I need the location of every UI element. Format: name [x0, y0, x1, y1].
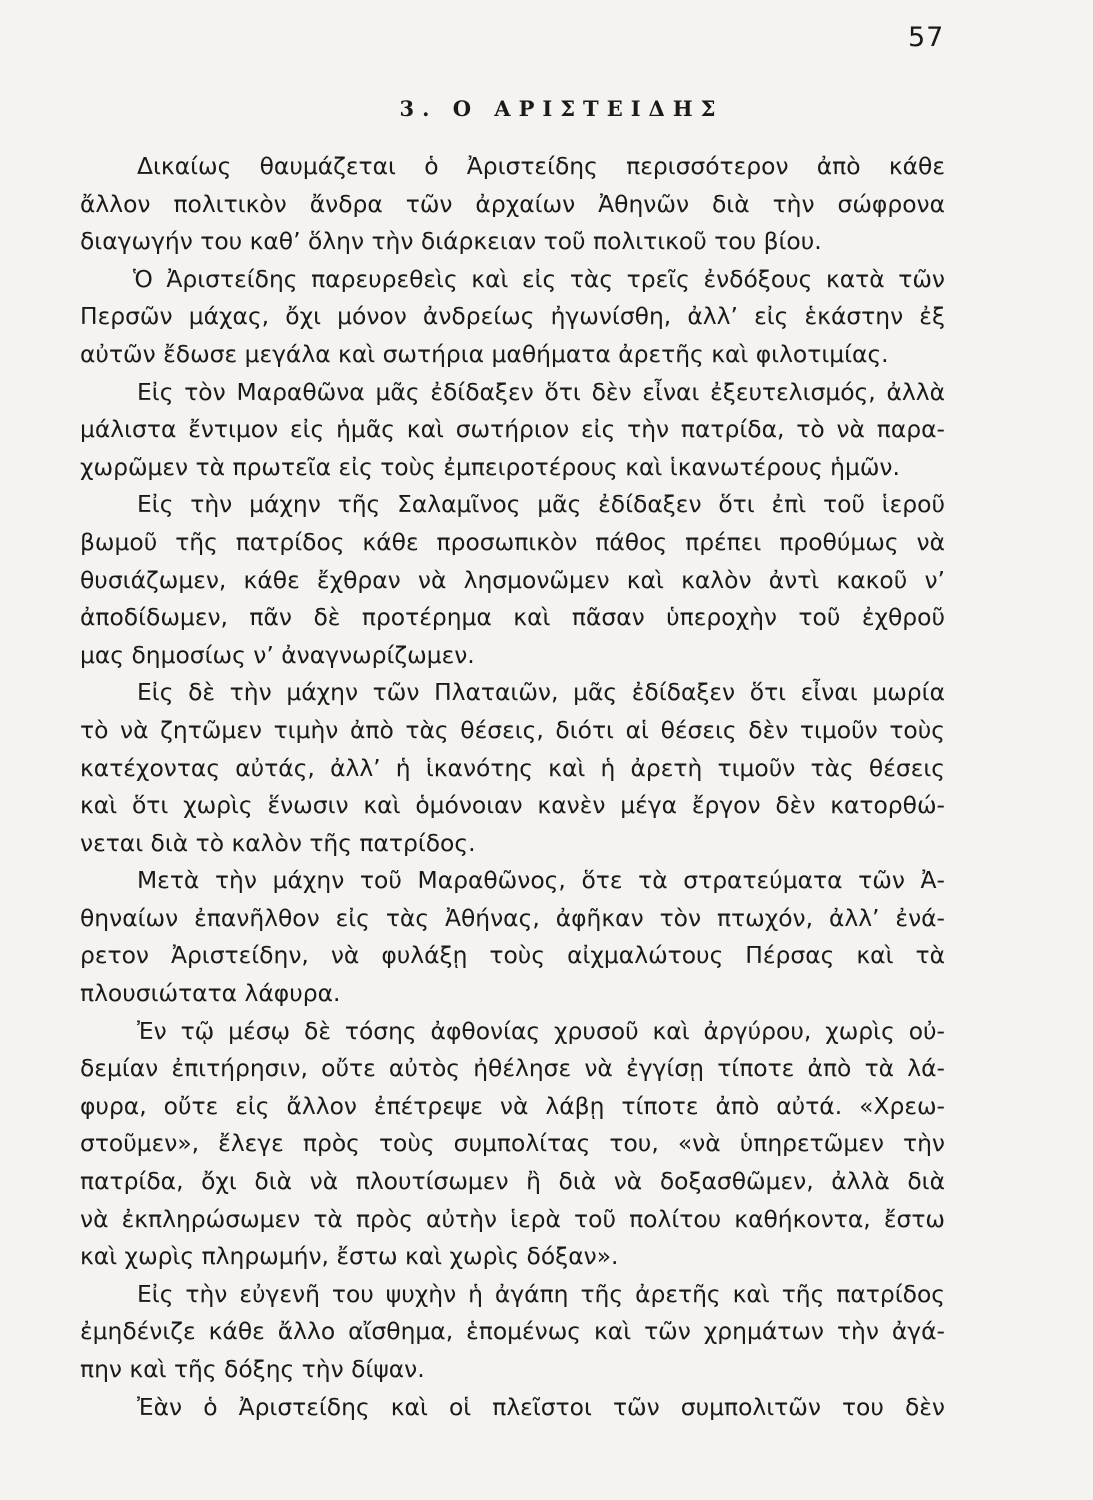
text-line: Ἐὰν ὁ Ἀριστείδης καὶ οἱ πλεῖστοι τῶν συμπολιτῶν του δὲν — [137, 1392, 945, 1421]
text-line: ἄλλον πολιτικὸν ἄνδρα τῶν ἀρχαίων Ἀθηνῶν διὰ τὴν σώφρονα — [80, 189, 945, 218]
text-line: Μετὰ τὴν μάχην τοῦ Μαραθῶνος, ὅτε τὰ στρατεύματα τῶν Ἀ- — [137, 866, 945, 895]
text-line: αὐτῶν ἔδωσε μεγάλα καὶ σωτήρια μαθήματα ἀρετῆς καὶ φιλοτιμίας. — [80, 339, 889, 368]
text-line: θηναίων ἐπανῆλθον εἰς τὰς Ἀθήνας, ἀφῆκαν τὸν πτωχόν, ἀλλ’ ἐνά- — [80, 903, 945, 932]
text-line: Ἐν τῷ μέσῳ δὲ τόσης ἀφθονίας χρυσοῦ καὶ ἀργύρου, χωρὶς οὐ- — [137, 1016, 945, 1045]
text-line: κατέχοντας αὐτάς, ἀλλ’ ἡ ἱκανότης καὶ ἡ ἀρετὴ τιμοῦν τὰς θέσεις — [80, 753, 945, 782]
text-line: στοῦμεν», ἔλεγε πρὸς τοὺς συμπολίτας του, «νὰ ὑπηρετῶμεν τὴν — [80, 1129, 945, 1158]
text-line: Εἰς τὸν Μαραθῶνα μᾶς ἐδίδαξεν ὅτι δὲν εἶναι ἐξευτελισμός, ἀλλὰ — [137, 377, 945, 406]
text-line: διαγωγήν του καθ’ ὅλην τὴν διάρκειαν τοῦ πολιτικοῦ του βίου. — [80, 227, 822, 256]
text-line: πλουσιώτατα λάφυρα. — [80, 979, 341, 1008]
text-line: ρετον Ἀριστείδην, νὰ φυλάξῃ τοὺς αἰχμαλώτους Πέρσας καὶ τὰ — [80, 941, 945, 970]
text-line: ἀποδίδωμεν, πᾶν δὲ προτέρημα καὶ πᾶσαν ὑπεροχὴν τοῦ ἐχθροῦ — [80, 603, 945, 632]
text-line: μας δημοσίως ν’ ἀναγνωρίζωμεν. — [80, 640, 475, 669]
text-line: Δικαίως θαυμάζεται ὁ Ἀριστείδης περισσότερον ἀπὸ κάθε — [137, 152, 945, 180]
chapter-title: 3. Ο ΑΡΙΣΤΕΙΔΗΣ — [399, 96, 724, 121]
text-line: θυσιάζωμεν, κάθε ἔχθραν νὰ λησμονῶμεν καὶ καλὸν ἀντὶ κακοῦ ν’ — [80, 565, 945, 594]
text-line: χωρῶμεν τὰ πρωτεῖα εἰς τοὺς ἐμπειροτέρους καὶ ἱκανωτέρους ἡμῶν. — [80, 452, 900, 481]
text-line: πατρίδα, ὄχι διὰ νὰ πλουτίσωμεν ἢ διὰ νὰ δοξασθῶμεν, ἀλλὰ διὰ — [80, 1167, 945, 1196]
text-line: δεμίαν ἐπιτήρησιν, οὔτε αὐτὸς ἠθέλησε νὰ ἐγγίσῃ τίποτε ἀπὸ τὰ λά- — [80, 1054, 945, 1083]
text-line: ἐμηδένιζε κάθε ἄλλο αἴσθημα, ἑπομένως καὶ τῶν χρημάτων τὴν ἀγά- — [80, 1317, 945, 1346]
text-line: πην καὶ τῆς δόξης τὴν δίψαν. — [80, 1355, 425, 1383]
text-line: Ὁ Ἀριστείδης παρευρεθεὶς καὶ εἰς τὰς τρεῖς ἐνδόξους κατὰ τῶν — [133, 264, 945, 293]
text-line: καὶ ὅτι χωρὶς ἕνωσιν καὶ ὁμόνοιαν κανὲν μέγα ἔργον δὲν κατορθώ- — [80, 791, 945, 820]
text-line: Εἰς δὲ τὴν μάχην τῶν Πλαταιῶν, μᾶς ἐδίδαξεν ὅτι εἶναι μωρία — [137, 678, 945, 707]
text-line: βωμοῦ τῆς πατρίδος κάθε προσωπικὸν πάθος πρέπει προθύμως νὰ — [80, 527, 945, 556]
body-text — [80, 148, 945, 1426]
text-line: νεται διὰ τὸ καλὸν τῆς πατρίδος. — [80, 828, 476, 857]
text-line: Εἰς τὴν εὐγενῆ του ψυχὴν ἡ ἀγάπη τῆς ἀρετῆς καὶ τῆς πατρίδος — [137, 1279, 945, 1308]
text-line: καὶ χωρὶς πληρωμήν, ἔστω καὶ χωρὶς δόξαν». — [80, 1242, 619, 1271]
text-line: μάλιστα ἔντιμον εἰς ἡμᾶς καὶ σωτήριον εἰς τὴν πατρίδα, τὸ νὰ παρα- — [80, 415, 945, 444]
text-line: τὸ νὰ ζητῶμεν τιμὴν ἀπὸ τὰς θέσεις, διότι αἱ θέσεις δὲν τιμοῦν τοὺς — [80, 715, 945, 744]
page-number: 57 — [908, 22, 945, 53]
text-line: νὰ ἐκπληρώσωμεν τὰ πρὸς αὐτὴν ἱερὰ τοῦ πολίτου καθήκοντα, ἔστω — [80, 1204, 945, 1233]
text-line: φυρα, οὔτε εἰς ἄλλον ἐπέτρεψε νὰ λάβῃ τίποτε ἀπὸ αὐτά. «Χρεω- — [80, 1091, 945, 1120]
text-line: Εἰς τὴν μάχην τῆς Σαλαμῖνος μᾶς ἐδίδαξεν ὅτι ἐπὶ τοῦ ἱεροῦ — [137, 490, 945, 519]
text-line: Περσῶν μάχας, ὄχι μόνον ἀνδρείως ἠγωνίσθη, ἀλλ’ εἰς ἑκάστην ἐξ — [80, 302, 945, 331]
